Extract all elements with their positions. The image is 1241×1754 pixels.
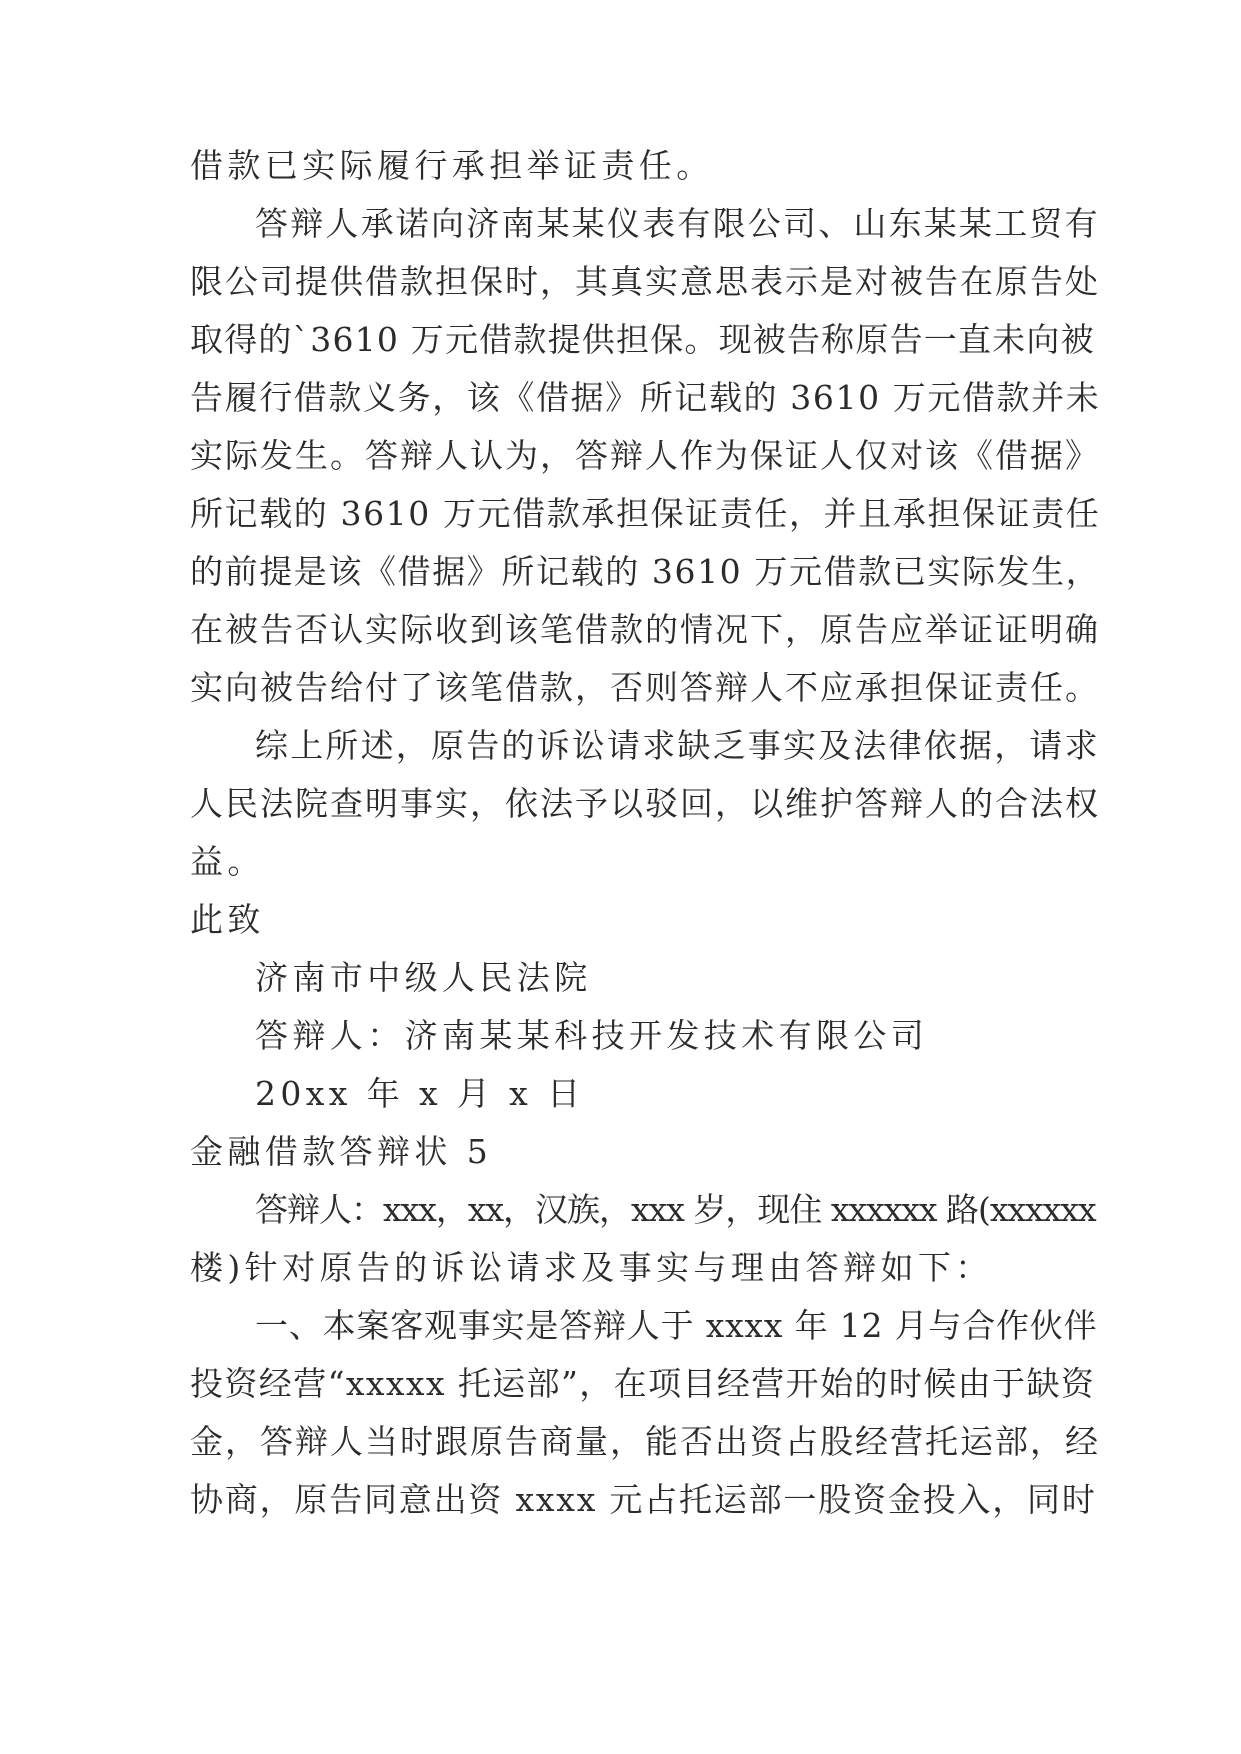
text-line-8: 的前提是该《借据》所记载的 3610 万元借款已实际发生， [190, 552, 1101, 591]
text-line-11: 综上所述，原告的诉讼请求缺乏事实及法律依据，请求 [255, 726, 1100, 765]
text-line-22: 投资经营“xxxxx 托运部”，在项目经营开始的时候由于缺资 [190, 1364, 1096, 1403]
section-title: 金融借款答辩状 5 [190, 1132, 493, 1171]
text-line-13: 益。 [190, 842, 265, 881]
text-line-21: 一、本案客观事实是答辩人于 xxxx 年 12 月与合作伙伴 [255, 1306, 1098, 1345]
text-line-7: 所记载的 3610 万元借款承担保证责任，并且承担保证责任 [190, 494, 1101, 533]
respondent-signature: 答辩人：济南某某科技开发技术有限公司 [255, 1016, 929, 1055]
text-line-9: 在被告否认实际收到该笔借款的情况下，原告应举证证明确 [190, 610, 1100, 649]
text-line-1: 借款已实际履行承担举证责任。 [190, 146, 714, 185]
text-line-24: 协商，原告同意出资 xxxx 元占托运部一股资金投入，同时 [190, 1480, 1097, 1519]
text-line-19: 答辩人：xxx，xx，汉族，xxx 岁，现住 xxxxxx 路(xxxxxx [255, 1190, 1096, 1229]
text-line-10: 实向被告给付了该笔借款，否则答辩人不应承担保证责任。 [190, 668, 1100, 707]
text-line-6: 实际发生。答辩人认为，答辩人作为保证人仅对该《借据》 [190, 436, 1100, 475]
text-line-2: 答辩人承诺向济南某某仪表有限公司、山东某某工贸有 [255, 204, 1100, 243]
salutation: 此致 [190, 900, 265, 939]
text-line-23: 金，答辩人当时跟原告商量，能否出资占股经营托运部，经 [190, 1422, 1100, 1461]
text-line-5: 告履行借款义务，该《借据》所记载的 3610 万元借款并未 [190, 378, 1101, 417]
text-line-12: 人民法院查明事实，依法予以驳回，以维护答辩人的合法权 [190, 784, 1100, 823]
document-date: 20xx 年 x 月 x 日 [255, 1074, 585, 1113]
text-line-3: 限公司提供借款担保时，其真实意思表示是对被告在原告处 [190, 262, 1100, 301]
recipient-court: 济南市中级人民法院 [255, 958, 592, 997]
text-line-4: 取得的`3610 万元借款提供担保。现被告称原告一直未向被 [190, 320, 1095, 359]
text-line-20: 楼)针对原告的诉讼请求及事实与理由答辩如下： [190, 1248, 993, 1287]
